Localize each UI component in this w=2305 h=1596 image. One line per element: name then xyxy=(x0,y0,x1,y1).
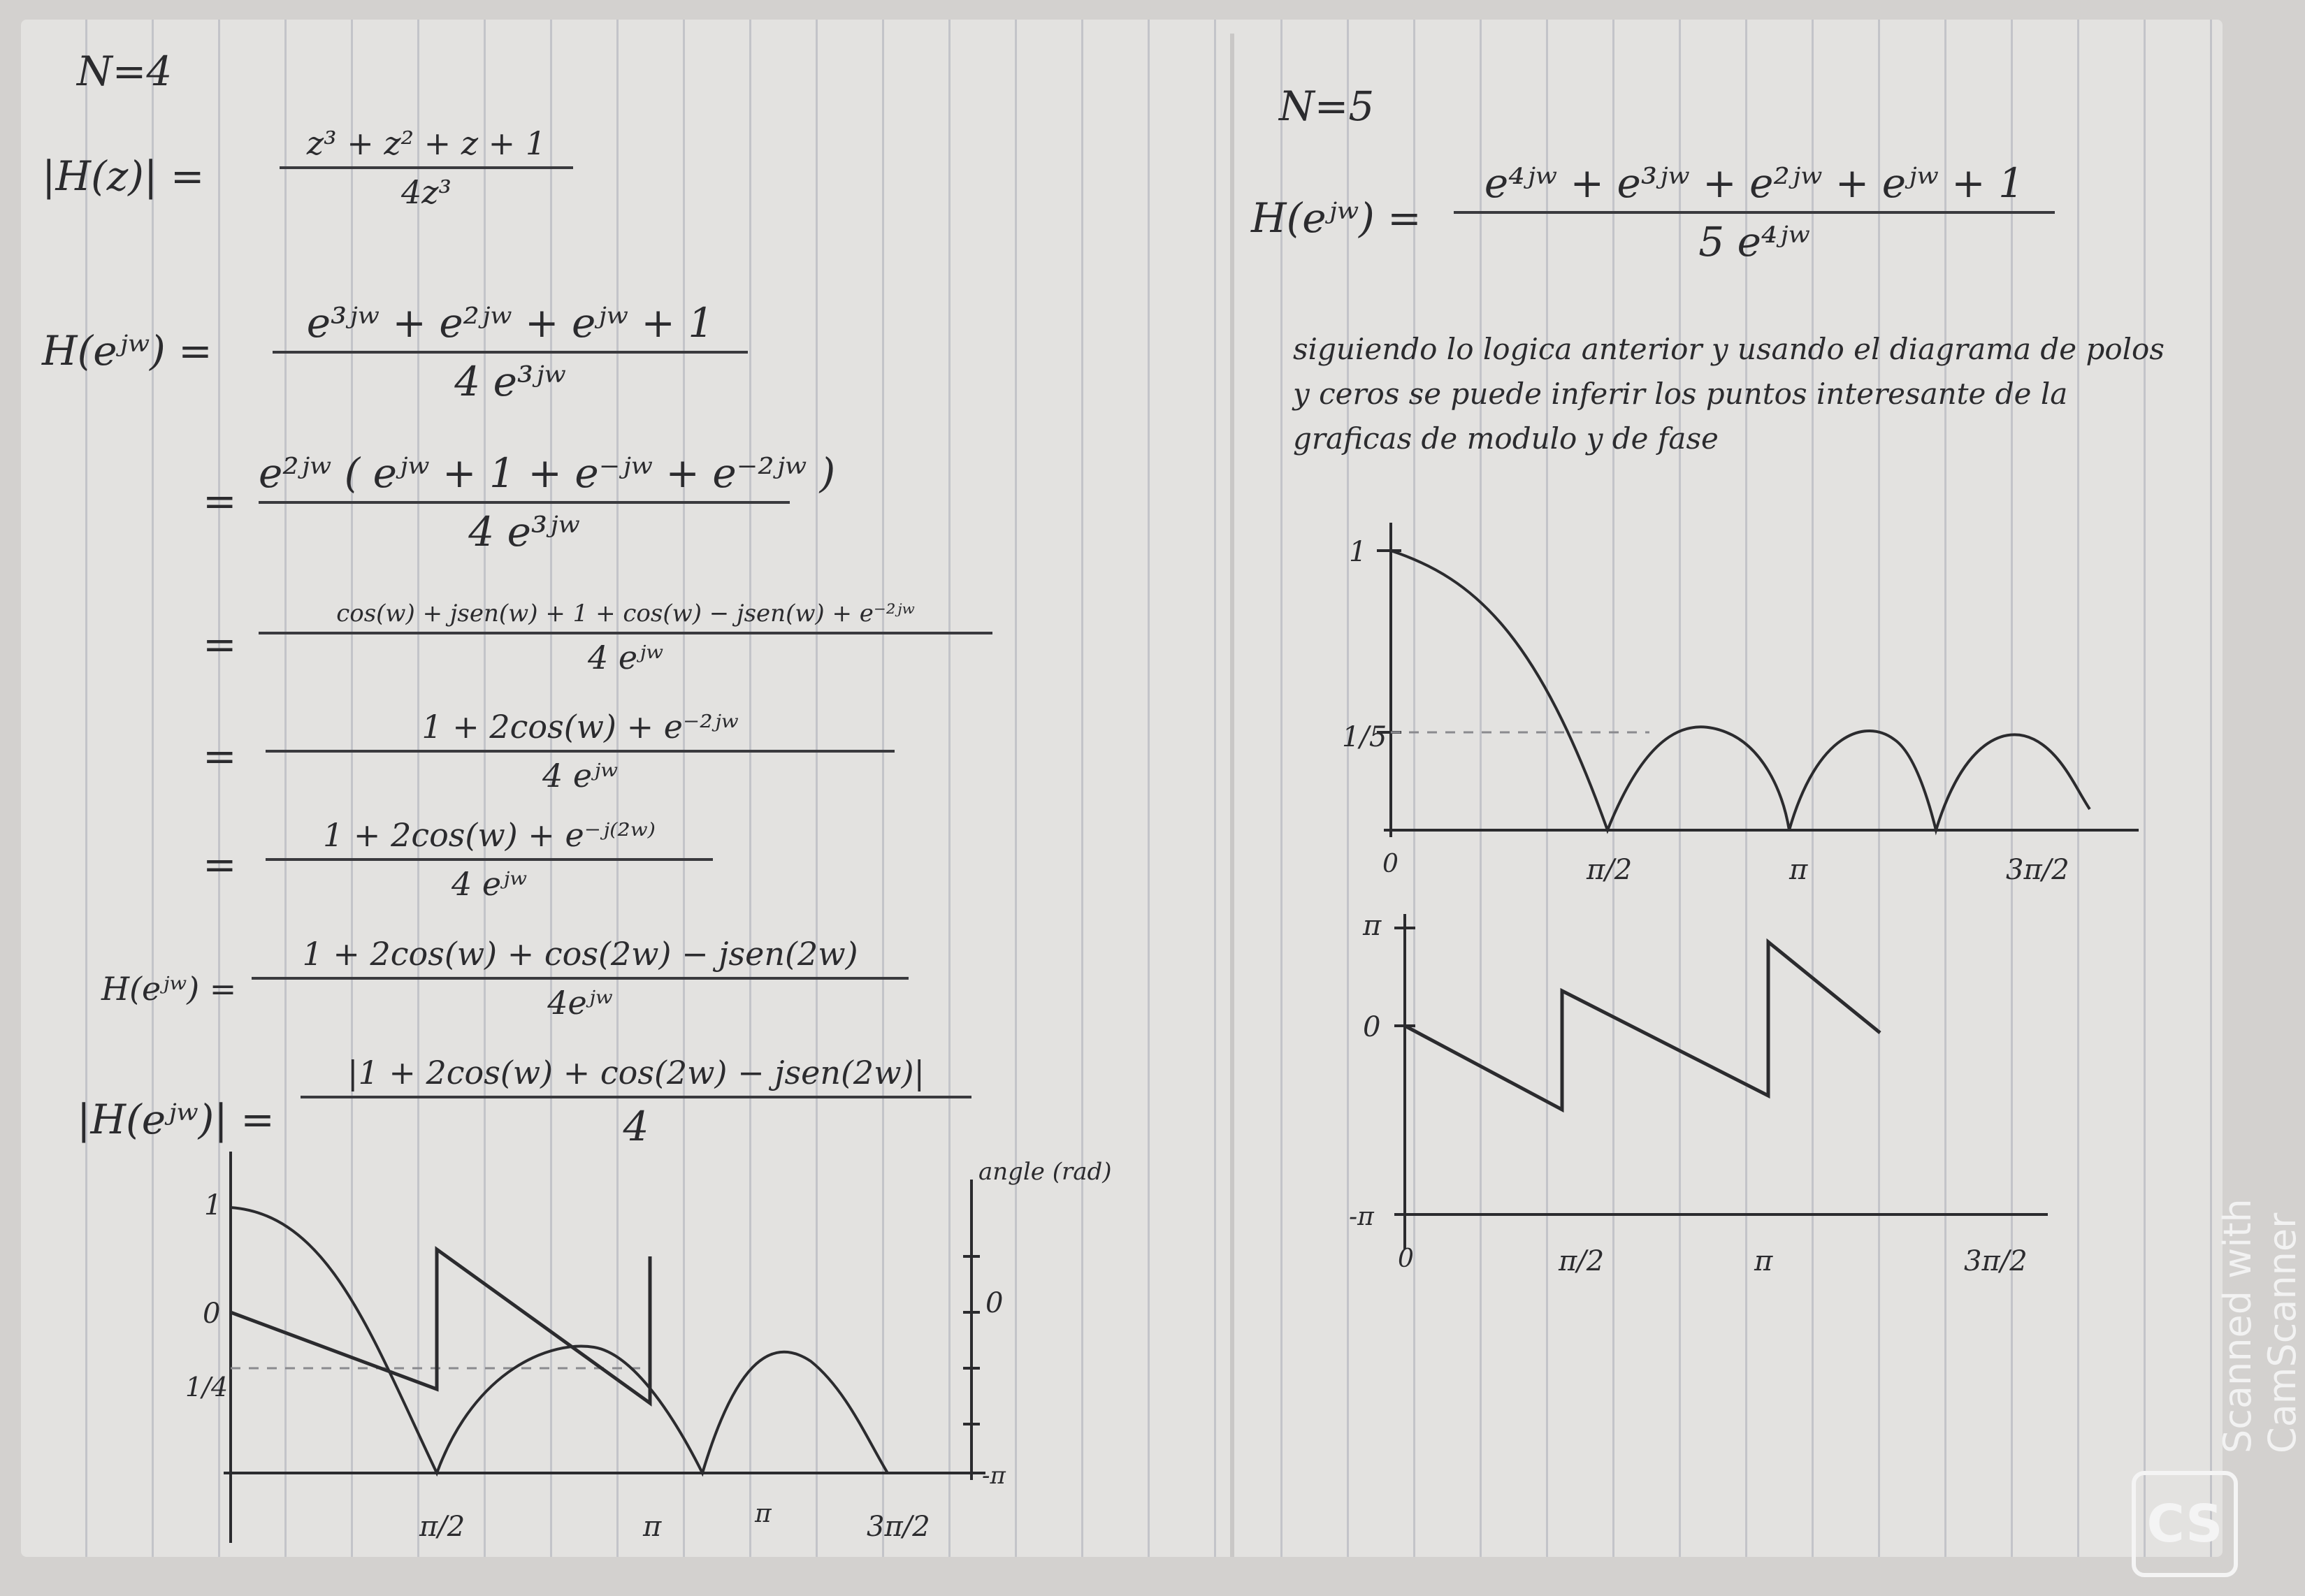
page-fold xyxy=(1230,34,1234,1557)
n4-right-label-minus-pi: -π xyxy=(982,1462,1006,1490)
eq7-denominator: 4eʲʷ xyxy=(547,984,613,1022)
left-title: N=4 xyxy=(77,48,173,95)
eq6-lhs: = xyxy=(203,841,237,888)
eq2-fraction xyxy=(273,299,748,405)
eq3-fraction xyxy=(259,449,836,556)
eq4-fraction xyxy=(259,600,992,676)
watermark-line-1: Scanned with xyxy=(2216,1198,2260,1453)
eq5-numerator: 1 + 2cos(w) + e⁻²ʲʷ xyxy=(421,708,739,746)
right-eq-numerator: e⁴ʲʷ + e³ʲʷ + e²ʲʷ + eʲʷ + 1 xyxy=(1484,159,2025,207)
n5-magnitude-plot xyxy=(1335,509,2160,914)
n4-x-label-pi-mark: π xyxy=(755,1500,772,1528)
eq1-numerator: z³ + z² + z + 1 xyxy=(306,124,547,162)
n4-right-label-0: 0 xyxy=(985,1287,1004,1319)
n5-mag-y-label-1: 1 xyxy=(1349,536,1367,568)
n5-magnitude-curve xyxy=(1391,551,2090,830)
eq6-denominator: 4 eʲʷ xyxy=(451,865,528,903)
n4-x-label-3pi-half: 3π/2 xyxy=(867,1511,930,1543)
right-title: N=5 xyxy=(1279,82,1375,130)
n5-phase-curve xyxy=(1405,942,1880,1110)
camscanner-logo-icon: CS xyxy=(2132,1471,2238,1577)
notebook-page xyxy=(21,20,2223,1557)
eq1-fraction xyxy=(280,124,573,211)
right-explanation: siguiendo lo logica anterior y usando el diagrama de polos y ceros se puede inferir los puntos interesante de la graficas de modulo y de fase xyxy=(1293,332,2165,456)
n5-phase-x-label-pi: π xyxy=(1754,1245,1773,1277)
n4-x-label-pi-half: π/2 xyxy=(419,1511,465,1543)
n5-phase-y-label-minus-pi: -π xyxy=(1349,1203,1374,1231)
n5-mag-y-label-fifth: 1/5 xyxy=(1342,721,1387,753)
right-eq-denominator: 5 e⁴ʲʷ xyxy=(1698,218,1810,266)
eq7-fraction xyxy=(252,935,909,1022)
eq2-numerator: e³ʲʷ + e²ʲʷ + eʲʷ + 1 xyxy=(306,299,714,347)
n4-magnitude-curve xyxy=(231,1207,888,1473)
n4-x-label-pi: π xyxy=(643,1511,662,1543)
eq4-numerator: cos(w) + jsen(w) + 1 + cos(w) − jsen(w) + e⁻²ʲʷ xyxy=(336,600,915,627)
n4-y-label-quarter: 1/4 xyxy=(185,1372,229,1402)
watermark-line-2: CamScanner xyxy=(2260,1212,2304,1453)
eq1-lhs: |H(z)| = xyxy=(42,152,205,200)
eq8-numerator: |1 + 2cos(w) + cos(2w) − jsen(2w)| xyxy=(347,1054,925,1091)
eq2-denominator: 4 e³ʲʷ xyxy=(454,358,566,405)
n5-phase-plot xyxy=(1335,900,2160,1291)
eq3-denominator: 4 e³ʲʷ xyxy=(468,508,580,556)
n5-mag-x-label-0: 0 xyxy=(1382,850,1399,878)
eq7-numerator: 1 + 2cos(w) + cos(2w) − jsen(2w) xyxy=(302,935,858,973)
eq4-lhs: = xyxy=(203,621,237,668)
eq5-lhs: = xyxy=(203,732,237,780)
eq6-numerator: 1 + 2cos(w) + e⁻ʲ⁽²ʷ⁾ xyxy=(323,816,656,854)
eq6-fraction xyxy=(266,816,713,903)
n5-phase-y-label-0: 0 xyxy=(1363,1011,1381,1043)
eq5-fraction xyxy=(266,708,895,795)
eq8-lhs: |H(eʲʷ)| = xyxy=(77,1096,275,1143)
right-eq-fraction xyxy=(1454,159,2055,266)
eq7-lhs: H(eʲʷ) = xyxy=(101,970,237,1008)
n5-mag-x-label-pi-half: π/2 xyxy=(1587,854,1633,886)
n5-mag-x-label-3pi-half: 3π/2 xyxy=(2006,854,2069,886)
n4-phase-curve xyxy=(231,1249,650,1403)
eq5-denominator: 4 eʲʷ xyxy=(542,757,619,795)
right-eq-lhs: H(eʲʷ) = xyxy=(1251,194,1422,242)
n5-phase-x-label-3pi-half: 3π/2 xyxy=(1964,1245,2028,1277)
eq3-numerator: e²ʲʷ ( eʲʷ + 1 + e⁻ʲʷ + e⁻²ʲʷ ) xyxy=(259,449,836,497)
n4-y-label-0: 0 xyxy=(203,1298,221,1330)
n4-right-axis-title: angle (rad) xyxy=(978,1158,1112,1186)
eq4-denominator: 4 eʲʷ xyxy=(587,639,664,676)
n5-phase-x-label-0: 0 xyxy=(1398,1245,1414,1273)
scanner-watermark-text xyxy=(2216,1198,2305,1453)
n5-phase-y-label-pi: π xyxy=(1363,910,1382,942)
eq2-lhs: H(eʲʷ) = xyxy=(42,327,212,375)
n4-plot xyxy=(161,1124,1139,1557)
n4-y-label-1: 1 xyxy=(204,1189,222,1221)
n5-mag-x-label-pi: π xyxy=(1789,854,1808,886)
eq8-denominator: 4 xyxy=(623,1103,649,1150)
n5-phase-x-label-pi-half: π/2 xyxy=(1559,1245,1605,1277)
eq3-lhs: = xyxy=(203,477,237,525)
eq1-denominator: 4z³ xyxy=(401,173,451,211)
